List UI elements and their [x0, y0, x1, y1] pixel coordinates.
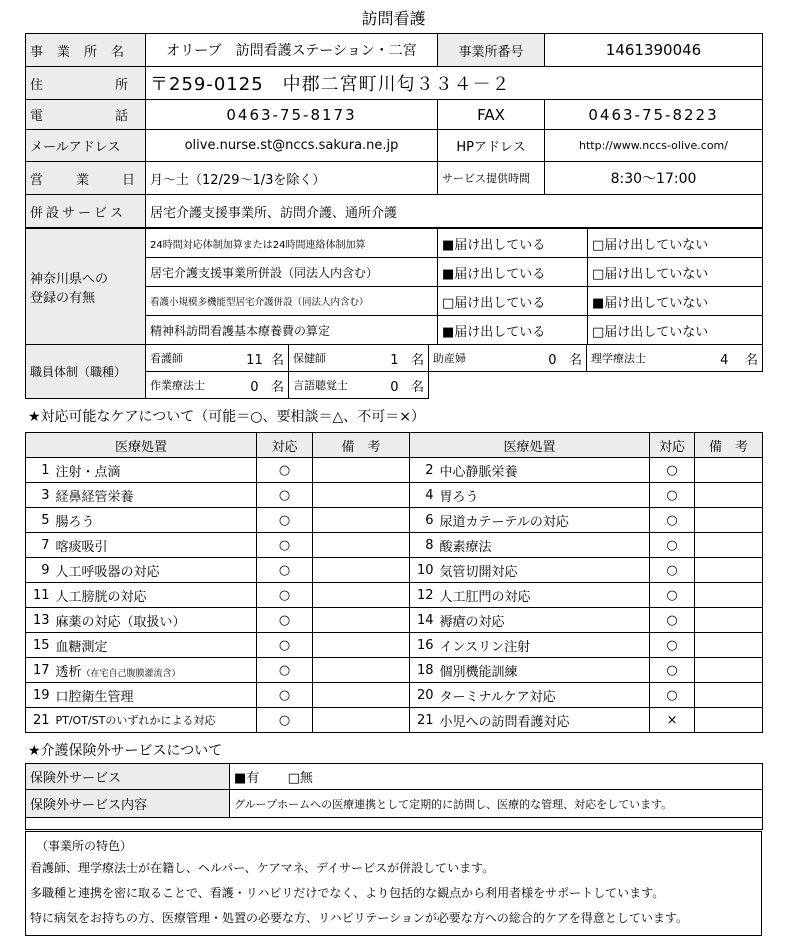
- care-item-status: ○: [650, 583, 695, 608]
- services: 居宅介護支援事業所、訪問介護、通所介護: [146, 195, 763, 228]
- care-item-name: [54, 533, 257, 558]
- page-title: 訪問看護: [361, 9, 426, 28]
- care-item-name: [54, 608, 257, 633]
- care-item-name: [54, 558, 257, 583]
- care-item-name: [54, 458, 257, 483]
- care-item-label: 人工呼吸器の対応: [55, 564, 160, 580]
- care-item-note[interactable]: [695, 708, 763, 733]
- registration-opt-yes[interactable]: □届け出している: [438, 287, 588, 316]
- care-item-label: ターミナルケア対応: [439, 689, 556, 705]
- hours-label: サービス提供時間: [438, 162, 545, 195]
- features-table: [25, 831, 762, 936]
- hp-url[interactable]: http://www.nccs-olive.com/: [579, 139, 728, 152]
- hp-link[interactable]: [545, 130, 763, 162]
- care-item-status: ○: [257, 708, 313, 733]
- care-item-label: 麻薬の対応（取扱い）: [55, 614, 186, 630]
- staff-count: 4 名: [681, 345, 763, 372]
- care-item-label: 尿道カテーテルの対応: [439, 514, 569, 530]
- care-item-status: ○: [257, 533, 313, 558]
- care-header-note: 備 考: [313, 433, 410, 458]
- care-item-label: 喀痰吸引: [55, 539, 108, 555]
- care-row: [26, 458, 763, 483]
- features-line: 特に病気をお持ちの方、医療管理・処置の必要な方、リハビリテーションが必要な方への総合的ケアを得意としています。: [30, 911, 688, 925]
- address-label: 住所: [26, 67, 146, 100]
- care-item-note[interactable]: [695, 683, 763, 708]
- care-item-label: 酸素療法: [439, 539, 492, 555]
- office-number: 1461390046: [545, 34, 763, 67]
- features-box: [26, 832, 762, 936]
- staff-count: 1 名: [369, 345, 429, 372]
- care-header-item: 医療処置: [26, 433, 257, 458]
- hp-label: HPアドレス: [438, 130, 545, 162]
- care-item-note[interactable]: [313, 508, 410, 533]
- care-item-note[interactable]: [313, 708, 410, 733]
- care-item-label: 腸ろう: [55, 514, 95, 530]
- care-item-status: ○: [650, 533, 695, 558]
- care-item-note[interactable]: [695, 658, 763, 683]
- care-item-name: [54, 658, 257, 683]
- care-item-label: 人工膀胱の対応: [55, 589, 147, 605]
- care-item-number: 21: [26, 708, 54, 733]
- registration-opt-yes[interactable]: ■届け出している: [438, 229, 588, 258]
- care-item-label: 小児への訪問看護対応: [439, 714, 570, 730]
- care-item-note[interactable]: [695, 483, 763, 508]
- registration-label: [26, 229, 146, 345]
- care-item-status: ○: [650, 608, 695, 633]
- registration-opt-no[interactable]: ■届け出していない: [588, 287, 763, 316]
- care-row: [26, 508, 763, 533]
- care-item-name: [438, 633, 650, 658]
- care-item-number: 2: [410, 458, 438, 483]
- care-item-name: [438, 683, 650, 708]
- care-item-label: 褥瘡の対応: [439, 614, 505, 630]
- hours: 8:30～17:00: [545, 162, 763, 195]
- features-line: 多職種と連携を密に取ることで、看護・リハビリだけでなく、より包括的な観点から利用者様をサポートしています。: [30, 886, 665, 900]
- care-item-status: ○: [650, 458, 695, 483]
- office-number-label: 事業所番号: [438, 34, 545, 67]
- care-row: [26, 708, 763, 733]
- care-item-name: [438, 658, 650, 683]
- care-row: [26, 483, 763, 508]
- care-row: [26, 533, 763, 558]
- features-line: 看護師、理学療法士が在籍し、ヘルパー、ケアマネ、デイサービスが併設しています。: [30, 861, 495, 875]
- office-info-table: [25, 33, 763, 228]
- registration-item: 居宅介護支援事業所併設（同法人内含む）: [146, 258, 438, 287]
- features-heading: （事業所の特色）: [36, 839, 133, 853]
- care-row: [26, 633, 763, 658]
- care-item-sublabel: （在宅自己腹膜灌流含）: [81, 668, 181, 679]
- care-item-status: ○: [650, 483, 695, 508]
- care-item-status: ○: [257, 583, 313, 608]
- care-item-label: インスリン注射: [439, 639, 531, 655]
- email-label: メールアドレス: [26, 130, 146, 162]
- care-item-name: [438, 458, 650, 483]
- care-item-status: ○: [650, 558, 695, 583]
- registration-item: 24時間対応体制加算または24時間連絡体制加算: [146, 229, 438, 258]
- care-row: [26, 608, 763, 633]
- care-item-note[interactable]: [313, 533, 410, 558]
- registration-opt-yes[interactable]: ■届け出している: [438, 258, 588, 287]
- staff-role: 看護師: [146, 345, 234, 372]
- care-item-name: [438, 583, 650, 608]
- care-item-note[interactable]: [313, 683, 410, 708]
- care-item-number: 15: [26, 633, 54, 658]
- care-item-label: 気管切開対応: [439, 564, 518, 580]
- care-item-status: ○: [650, 633, 695, 658]
- care-item-name: [54, 583, 257, 608]
- care-item-label: 透析: [55, 664, 82, 680]
- care-item-name: [438, 508, 650, 533]
- fax-label: FAX: [438, 100, 545, 130]
- care-item-label: 個別機能訓練: [439, 664, 518, 680]
- registration-opt-no[interactable]: □届け出していない: [588, 316, 763, 345]
- care-item-number: 16: [410, 633, 438, 658]
- care-item-label: 経鼻経管栄養: [55, 489, 134, 505]
- care-item-status: ○: [650, 658, 695, 683]
- extra-options: [230, 764, 763, 790]
- care-item-number: 10: [410, 558, 438, 583]
- services-label: 併設サービス: [26, 195, 146, 228]
- care-item-number: 12: [410, 583, 438, 608]
- care-item-number: 5: [26, 508, 54, 533]
- extra-content: グループホームへの医療連携として定期的に訪問し、医療的な管理、対応をしています。: [230, 790, 763, 818]
- phone-label: 電話: [26, 100, 146, 130]
- care-item-label: PT/OT/STのいずれかによる対応: [55, 714, 216, 727]
- days-label: 営業日: [26, 162, 146, 195]
- staff-count: 11 名: [234, 345, 289, 372]
- registration-table: [25, 228, 763, 345]
- care-item-number: 6: [410, 508, 438, 533]
- care-item-name: [54, 633, 257, 658]
- care-item-note[interactable]: [695, 608, 763, 633]
- care-item-status: ○: [257, 608, 313, 633]
- registration-opt-no[interactable]: □届け出していない: [588, 258, 763, 287]
- care-item-label: 注射・点滴: [55, 464, 121, 480]
- staff-empty-cell: [429, 372, 763, 399]
- office-name-label: 事業所名: [26, 34, 146, 67]
- care-item-note[interactable]: [313, 633, 410, 658]
- care-item-note[interactable]: [313, 458, 410, 483]
- staff-count: 0 名: [369, 372, 429, 399]
- care-item-note[interactable]: [695, 458, 763, 483]
- care-item-number: 14: [410, 608, 438, 633]
- care-item-name: [54, 508, 257, 533]
- email: olive.nurse.st@nccs.sakura.ne.jp: [146, 130, 438, 162]
- care-item-status: ○: [257, 483, 313, 508]
- registration-item: 精神科訪問看護基本療養費の算定: [146, 316, 438, 345]
- office-name: オリーブ 訪問看護ステーション・二宮: [146, 34, 438, 67]
- care-item-status: ○: [257, 558, 313, 583]
- care-item-number: 3: [26, 483, 54, 508]
- phone: 0463-75-8173: [146, 100, 438, 130]
- care-item-number: 17: [26, 658, 54, 683]
- care-item-number: 8: [410, 533, 438, 558]
- extra-opt-no[interactable]: □無: [287, 771, 313, 786]
- care-row: [26, 558, 763, 583]
- care-item-status: ○: [257, 508, 313, 533]
- care-item-number: 20: [410, 683, 438, 708]
- days: 月～土（12/29～1/3を除く）: [146, 162, 438, 195]
- care-row: [26, 683, 763, 708]
- care-item-number: 13: [26, 608, 54, 633]
- care-row: [26, 658, 763, 683]
- staff-role: 言語聴覚士: [289, 372, 369, 399]
- care-item-name: [54, 708, 257, 733]
- care-item-note[interactable]: [313, 583, 410, 608]
- staff-count: 0 名: [519, 345, 587, 372]
- care-item-note[interactable]: [313, 483, 410, 508]
- extra-content-label: 保険外サービス内容: [26, 790, 230, 818]
- staff-table: [25, 344, 763, 399]
- address: 〒259-0125 中郡二宮町川匂３３４－２: [146, 67, 763, 100]
- care-item-number: 7: [26, 533, 54, 558]
- care-item-label: 中心静脈栄養: [439, 464, 518, 480]
- care-item-label: 胃ろう: [439, 489, 479, 505]
- extra-heading: ★介護保険外サービスについて: [28, 743, 223, 759]
- care-header-status: 対応: [650, 433, 695, 458]
- extra-spacer: [26, 818, 763, 830]
- care-item-note[interactable]: [695, 508, 763, 533]
- registration-label-line2: 登録の有無: [30, 290, 96, 306]
- care-item-status: ○: [650, 508, 695, 533]
- care-item-status: ○: [257, 633, 313, 658]
- care-header-status: 対応: [257, 433, 313, 458]
- care-item-status: ○: [650, 683, 695, 708]
- care-item-number: 18: [410, 658, 438, 683]
- staff-label: 職員体制（職種）: [26, 345, 146, 399]
- care-item-status: ×: [650, 708, 695, 733]
- care-item-name: [54, 483, 257, 508]
- staff-count: 0 名: [234, 372, 289, 399]
- care-item-note[interactable]: [695, 633, 763, 658]
- staff-role: 理学療法士: [587, 345, 681, 372]
- staff-role: 保健師: [289, 345, 369, 372]
- care-item-note[interactable]: [695, 583, 763, 608]
- care-header-note: 備 考: [695, 433, 763, 458]
- care-item-label: 血糖測定: [55, 639, 108, 655]
- fax: 0463-75-8223: [545, 100, 763, 130]
- care-item-note[interactable]: [313, 608, 410, 633]
- care-item-status: ○: [257, 458, 313, 483]
- staff-role: 作業療法士: [146, 372, 234, 399]
- care-item-note[interactable]: [313, 658, 410, 683]
- staff-role: 助産婦: [429, 345, 519, 372]
- care-item-number: 9: [26, 558, 54, 583]
- care-table: [25, 432, 763, 733]
- care-item-number: 19: [26, 683, 54, 708]
- registration-item: 看護小規模多機能型居宅介護併設（同法人内含む）: [146, 287, 438, 316]
- care-item-number: 4: [410, 483, 438, 508]
- registration-label-line1: 神奈川県への: [30, 271, 109, 287]
- care-item-note[interactable]: [695, 558, 763, 583]
- extra-opt-yes[interactable]: ■有: [234, 771, 260, 786]
- extra-table: [25, 763, 763, 830]
- care-item-name: [438, 558, 650, 583]
- care-item-number: 11: [26, 583, 54, 608]
- care-item-status: ○: [257, 683, 313, 708]
- registration-opt-no[interactable]: □届け出していない: [588, 229, 763, 258]
- care-item-note[interactable]: [695, 533, 763, 558]
- registration-opt-yes[interactable]: ■届け出している: [438, 316, 588, 345]
- care-item-label: 人工肛門の対応: [439, 589, 531, 605]
- care-item-name: [438, 533, 650, 558]
- care-item-number: 1: [26, 458, 54, 483]
- care-item-name: [438, 608, 650, 633]
- extra-label: 保険外サービス: [26, 764, 230, 790]
- care-heading: ★対応可能なケアについて（可能＝○、要相談＝△、不可＝×）: [28, 409, 425, 425]
- care-row: [26, 583, 763, 608]
- care-header-item: 医療処置: [410, 433, 650, 458]
- care-item-name: [438, 708, 650, 733]
- care-item-status: ○: [257, 658, 313, 683]
- care-item-name: [438, 483, 650, 508]
- care-item-label: 口腔衛生管理: [55, 689, 134, 705]
- care-item-name: [54, 683, 257, 708]
- care-item-note[interactable]: [313, 558, 410, 583]
- care-item-number: 21: [410, 708, 438, 733]
